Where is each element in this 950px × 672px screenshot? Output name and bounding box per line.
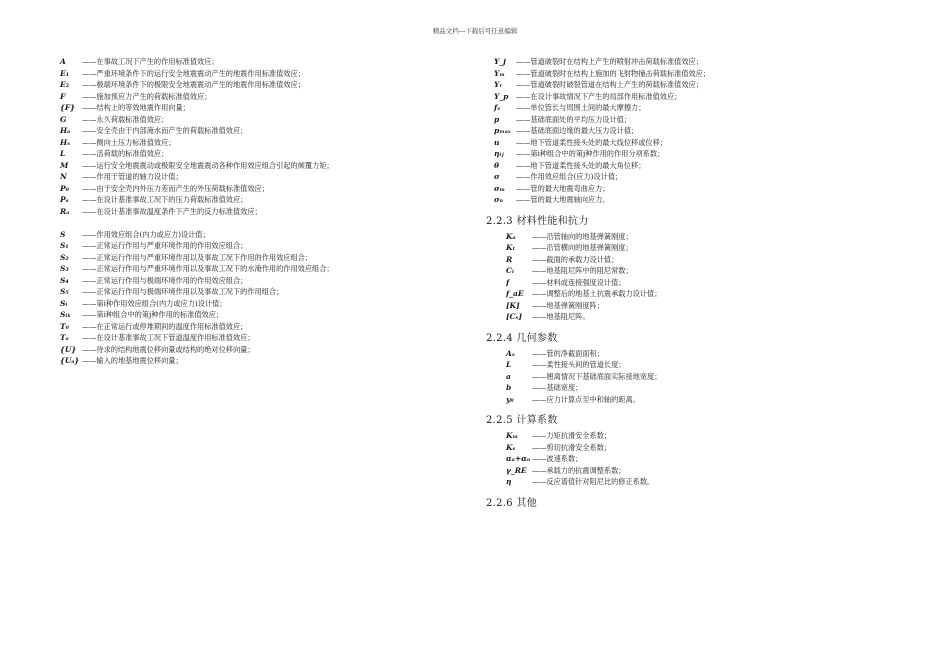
symbol: Kₛ [506,442,516,452]
symbol-description: ——调整后的地基土抗震承载力设计值； [532,289,662,298]
symbol: T₀ [60,321,69,331]
symbol-entry [60,321,420,333]
symbol: Tₐ [60,333,69,342]
symbol: Kₘ [506,431,518,440]
symbol-description: ——在设计基准事故工况下管道温度作用标准值效应； [82,333,255,342]
symbol-entry [494,453,854,465]
symbol-entry [494,430,854,442]
symbol-entry [494,288,854,300]
symbol-description: ——永久荷载标准值效应； [82,114,169,124]
symbol: L [506,360,512,369]
symbol-entry [494,148,854,160]
symbol: {Uₐ} [60,356,80,365]
symbol-entry [60,298,420,310]
symbol: σₙ [494,195,503,204]
symbol-description: ——地下管道柔性接头处的最大线位移或位移； [516,137,667,147]
symbol: u [494,137,500,147]
symbol-entry [494,102,854,114]
symbol-description: ——管的最大地震轴向应力。 [516,195,610,204]
left-column [60,56,420,367]
symbol-entry [60,194,420,206]
symbol-entry [60,252,420,264]
symbol-entry [60,171,420,183]
symbol-entry [60,160,420,172]
symbol-description: ——第i种作用效应组合(内力或应力)设计值； [82,298,227,308]
symbol-description: ——基础底面边缘的最大压力设计值； [516,126,639,135]
symbol-description: ——地基阻尼阵中的阻尼常数； [532,266,633,275]
right-column [486,56,854,513]
symbol: p [494,114,500,124]
symbol: R [506,254,513,264]
symbol: Sᵢₖ [60,310,72,319]
symbol-description: ——运行安全地震震动或极限安全地震震动各种作用效应组合引起的倾覆力矩； [82,160,334,170]
symbol-description: ——截面的承载力设计值； [532,254,619,264]
symbol: αₐ+αₙ [506,454,531,463]
symbol-description: ——正常运行作用与严重环境作用以及事故工况下作用的作用效应组合； [82,252,313,262]
symbol-description: ——正常运行作用与极端环境作用以及事故工况下的作用组合； [82,287,284,296]
symbol-entry [494,183,854,195]
symbol: Yᵣ [494,80,503,89]
symbol-entry [494,171,854,183]
section-heading: 2.2.5 计算系数 [486,415,558,426]
symbol: E₂ [60,80,70,89]
symbol: S [60,229,66,239]
symbol-entry [60,332,420,344]
symbol-entry [60,137,420,149]
symbol-entry [60,102,420,114]
symbol-entry [494,348,854,360]
symbol-description: ——正常运行作用与极端环境作用的作用效应组合； [82,275,248,285]
symbol-entry [60,125,420,137]
symbol-description: ——应力计算点至中和轴的距离。 [532,394,640,404]
symbol-entry [494,371,854,383]
symbol: F [60,91,66,101]
symbol: {U} [60,344,77,354]
symbol-entry [60,91,420,103]
symbol-entry [60,344,420,356]
symbol-entry [494,382,854,394]
symbol-entry [60,240,420,252]
symbol-description: ——施加预应力产生的荷载标准值效应； [82,91,212,101]
symbol: Cᵢ [506,266,514,275]
symbol-entry [494,56,854,68]
symbol: [Cₛ] [506,312,523,321]
symbol-description: ——基础底面处的平均压力设计值； [516,114,632,124]
symbol-entry [494,476,854,488]
symbol-description: ——沿管轴向的地基弹簧刚度； [532,231,633,241]
symbol-description: ——极端环境条件下的极限安全地震震动产生的地震作用标准值效应； [82,80,305,89]
symbol-description: ——管道破裂时破裂管道在结构上产生的荷载标准值效应； [516,80,703,89]
symbol-description: ——波速系数； [532,454,583,463]
symbol-entry [494,359,854,371]
symbol-description: ——承载力的抗震调整系数； [532,465,626,475]
symbol-description: ——严重环境条件下的运行安全地震震动产生的地震作用标准值效应； [82,68,305,78]
symbol-description: ——输入的地基地震位移向量； [82,356,183,365]
symbol: Y_j [494,57,506,66]
symbol-description: ——第i种组合中的第j种作用的标准值效应； [82,310,224,319]
symbol-entry [60,68,420,80]
symbol: S₄ [60,275,69,285]
symbol-description: ——在事故工况下产生的作用标准值效应； [82,57,219,66]
blank-line [60,217,420,229]
symbol-description: ——单位管长与周围土间的最大摩擦力； [516,103,646,112]
symbol-entry [494,465,854,477]
symbol: Aₛ [506,348,515,358]
symbol-description: ——作用效应组合(应力)设计值； [516,172,623,181]
symbol-entry [494,68,854,80]
symbol: Hₛ [60,137,71,147]
symbol: M [60,160,69,170]
symbol-description: ——材料或连接强度设计值； [532,277,626,287]
symbol-description: ——作用效应组合(内力或应力)设计值； [82,229,210,239]
symbol: Kₐ [506,231,516,241]
symbol-entry [60,148,420,160]
symbol: a [506,371,511,381]
symbol: Pₐ [60,195,69,204]
symbol: S₅ [60,287,69,296]
page-header: 精品文档---下载后可任意编辑 [432,27,518,35]
symbol: Hₐ [60,126,71,135]
symbol: Y_p [494,91,509,101]
symbol-entry [494,231,854,243]
symbol-description: ——在设计基准事故温度条件下产生的反力标准值效应； [82,206,262,216]
symbol-description: ——在正常运行或停堆期间的温度作用标准值效应； [82,321,248,331]
symbol: η [506,477,512,486]
symbol-description: ——柔性接头间的管道长度； [532,360,626,369]
symbol-description: ——由于安全壳内外压力差而产生的外压荷载标准值效应； [82,183,269,193]
symbol: Sᵢ [60,298,68,308]
symbol: [K] [506,300,520,310]
symbol-entry [60,114,420,126]
symbol: E₁ [60,68,70,78]
symbol-entry [60,229,420,241]
symbol-entry [494,91,854,103]
symbol-entry [494,114,854,126]
symbol: Yₘ [494,68,505,78]
symbol-entry [60,309,420,321]
symbol-entry [494,277,854,289]
symbol: θ [494,160,500,170]
symbol-description: ——管道破裂时在结构上产生的喷射冲击荷载标准值效应； [516,57,703,66]
symbol: {F} [60,103,75,112]
symbol: L [60,149,66,158]
symbol-entry [494,137,854,149]
symbol-entry [494,442,854,454]
symbol: Rₐ [60,206,70,216]
symbol-description: ——沿管横向的地基弹簧刚度； [532,243,633,252]
symbol: fₛ [494,103,501,112]
symbol-entry [494,300,854,312]
symbol-entry [494,125,854,137]
symbol-entry [60,56,420,68]
symbol-entry [494,394,854,406]
symbol-description: ——侧向土压力标准值效应； [82,137,176,147]
symbol-entry [494,311,854,323]
symbol: S₃ [60,264,69,273]
symbol-description: ——管的净截面面积； [532,348,604,358]
symbol: y₀ [506,394,514,404]
symbol-entry [60,183,420,195]
symbol-entry [60,79,420,91]
symbol: f_aE [506,289,524,298]
symbol: Kₜ [506,243,516,252]
symbol-entry [60,355,420,367]
symbol-description: ——管道破裂时在结构上施加的飞射物撞击荷载标准值效应； [516,68,711,78]
symbol-entry [60,275,420,287]
symbol: N [60,172,67,181]
symbol: S₁ [60,241,69,250]
symbol: P₀ [60,183,69,193]
symbol-entry [494,265,854,277]
symbol: A [60,57,66,66]
symbol: σ [494,172,500,181]
symbol: ηᵢⱼ [494,149,504,158]
symbol-description: ——管的最大地震弯曲应力； [516,183,610,193]
symbol: G [60,114,67,124]
symbol-description: ——在设计基准事故工况下的压力荷载标准值效应； [82,195,248,204]
section-heading: 2.2.6 其他 [486,497,538,509]
symbol: pₘₐₓ [494,126,511,135]
symbol-description: ——剪切抗滑安全系数； [532,442,612,452]
symbol-entry [494,242,854,254]
symbol-description: ——反应谱值针对阻尼比的修正系数。 [532,477,655,486]
symbol: b [506,383,512,392]
symbol-entry [60,206,420,218]
symbol-description: ——基础宽度； [532,383,583,392]
symbol: γ_RE [506,465,527,475]
symbol-description: ——待求的结构地震位移向量或结构的绝对位移向量； [82,344,255,354]
symbol-description: ——作用于管道的轴力设计值； [82,172,183,181]
symbol-entry [494,79,854,91]
symbol-description: ——地下管道柔性接头处的最大角位移； [516,160,646,170]
symbol-description: ——地基弹簧刚度阵； [532,300,604,310]
symbol-description: ——地基阻尼阵。 [532,312,590,321]
symbol-description: ——在设计事故情况下产生的局部作用标准值效应； [516,91,682,101]
symbol-entry [494,194,854,206]
symbol-description: ——力矩抗滑安全系数； [532,431,612,440]
section-heading: 2.2.4 几何参数 [486,332,558,344]
symbol-description: ——正常运行作用与严重环境作用的作用效应组合； [82,241,248,250]
symbol-entry [494,160,854,172]
symbol: f [506,277,510,287]
symbol: σₘ [494,183,505,193]
section-heading: 2.2.3 材料性能和抗力 [486,215,589,227]
symbol-description: ——翘离情况下基础底面实际接地宽度； [532,371,662,381]
symbol-description: ——正常运行作用与严重环境作用以及事故工况下的水淹作用的作用效应组合； [82,264,334,273]
symbol-description: ——结构上的等效地震作用向量； [82,103,190,112]
symbol-description: ——活荷载的标准值效应； [82,149,169,158]
symbol-description: ——第i种组合中的第j种作用的作用分项系数； [516,149,665,158]
symbol-entry [60,286,420,298]
symbol-entry [494,254,854,266]
symbol: S₂ [60,252,69,262]
symbol-description: ——安全壳由于内部淹水而产生的荷载标准值效应； [82,126,248,135]
symbol-entry [60,263,420,275]
